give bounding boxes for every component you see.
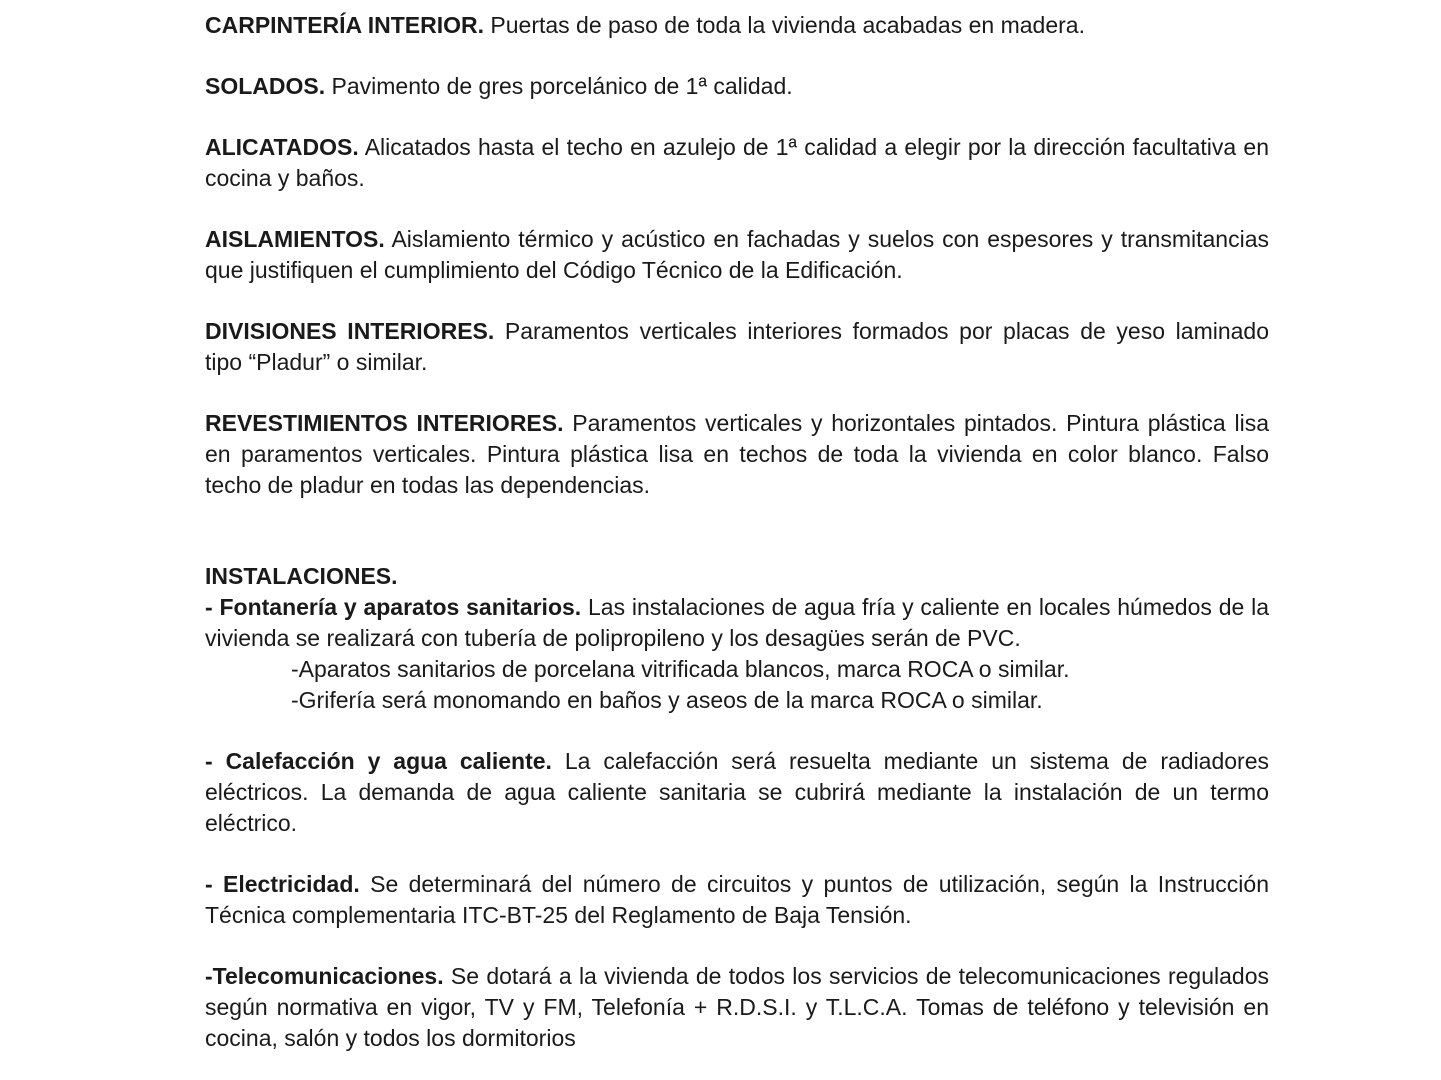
text-divisiones-interiores: Paramentos verticales interiores formados por placas de yeso laminado tipo “Pladur” o similar. <box>205 318 1270 375</box>
text-electricidad: Se determinará del número de circuitos y puntos de utilización, según la Instrucción Técnica complementaria ITC-BT-25 del Reglamento de Baja Tensión. <box>205 871 1269 928</box>
document-page <box>205 0 1269 1054</box>
paragraph-revestimientos-interiores <box>205 408 1269 501</box>
paragraph-fontaneria <box>205 592 1269 654</box>
paragraph-alicatados <box>205 132 1269 194</box>
text-fontaneria: Las instalaciones de agua fría y caliente en locales húmedos de la vivienda se realizará con tubería de polipropileno y los desagües serán de PVC. <box>205 594 1269 651</box>
text-revestimientos-interiores: Paramentos verticales y horizontales pintados. Pintura plástica lisa en paramentos verticales. Pintura plástica lisa en techos de toda la vivienda en color blanco. Falso techo de pladur en todas las dependencias. <box>205 410 1269 498</box>
text-solados: Pavimento de gres porcelánico de 1ª calidad. <box>325 73 793 99</box>
text-alicatados: Alicatados hasta el techo en azulejo de 1ª calidad a elegir por la dirección facultativa en cocina y baños. <box>205 134 1269 191</box>
list-item-griferia: -Grifería será monomando en baños y aseos de la marca ROCA o similar. <box>291 687 1043 713</box>
heading-electricidad: - Electricidad. <box>205 871 360 897</box>
text-carpinteria-interior: Puertas de paso de toda la vivienda acabadas en madera. <box>484 12 1085 38</box>
paragraph-telecomunicaciones <box>205 961 1269 1054</box>
paragraph-carpinteria-interior <box>205 10 1269 41</box>
heading-divisiones-interiores: DIVISIONES INTERIORES. <box>205 318 495 344</box>
paragraph-solados <box>205 71 1269 102</box>
heading-carpinteria-interior: CARPINTERÍA INTERIOR. <box>205 12 484 38</box>
heading-calefaccion: - Calefacción y agua caliente. <box>205 748 552 774</box>
paragraph-electricidad <box>205 869 1269 931</box>
heading-telecomunicaciones: -Telecomunicaciones. <box>205 963 444 989</box>
heading-revestimientos-interiores: REVESTIMIENTOS INTERIORES. <box>205 410 564 436</box>
heading-fontaneria: - Fontanería y aparatos sanitarios. <box>205 594 582 620</box>
text-telecomunicaciones: Se dotará a la vivienda de todos los servicios de telecomunicaciones regulados según normativa en vigor, TV y FM, Telefonía + R.D.S.I. y T.L.C.A. Tomas de teléfono y televisión en cocina, salón y todos los dormitorios <box>205 963 1269 1051</box>
heading-alicatados: ALICATADOS. <box>205 134 359 160</box>
heading-solados: SOLADOS. <box>205 73 326 99</box>
paragraph-aislamientos <box>205 224 1269 286</box>
list-item-aparatos-sanitarios: -Aparatos sanitarios de porcelana vitrificada blancos, marca ROCA o similar. <box>291 656 1070 682</box>
text-calefaccion: La calefacción será resuelta mediante un sistema de radiadores eléctricos. La demanda de agua caliente sanitaria se cubrirá mediante la instalación de un termo eléctrico. <box>205 748 1270 836</box>
text-aislamientos: Aislamiento térmico y acústico en fachadas y suelos con espesores y transmitancias que justifiquen el cumplimiento del Código Técnico de la Edificación. <box>205 226 1269 283</box>
heading-instalaciones: INSTALACIONES. <box>205 563 398 589</box>
heading-aislamientos: AISLAMIENTOS. <box>205 226 385 252</box>
paragraph-divisiones-interiores <box>205 316 1269 378</box>
paragraph-calefaccion <box>205 746 1269 839</box>
